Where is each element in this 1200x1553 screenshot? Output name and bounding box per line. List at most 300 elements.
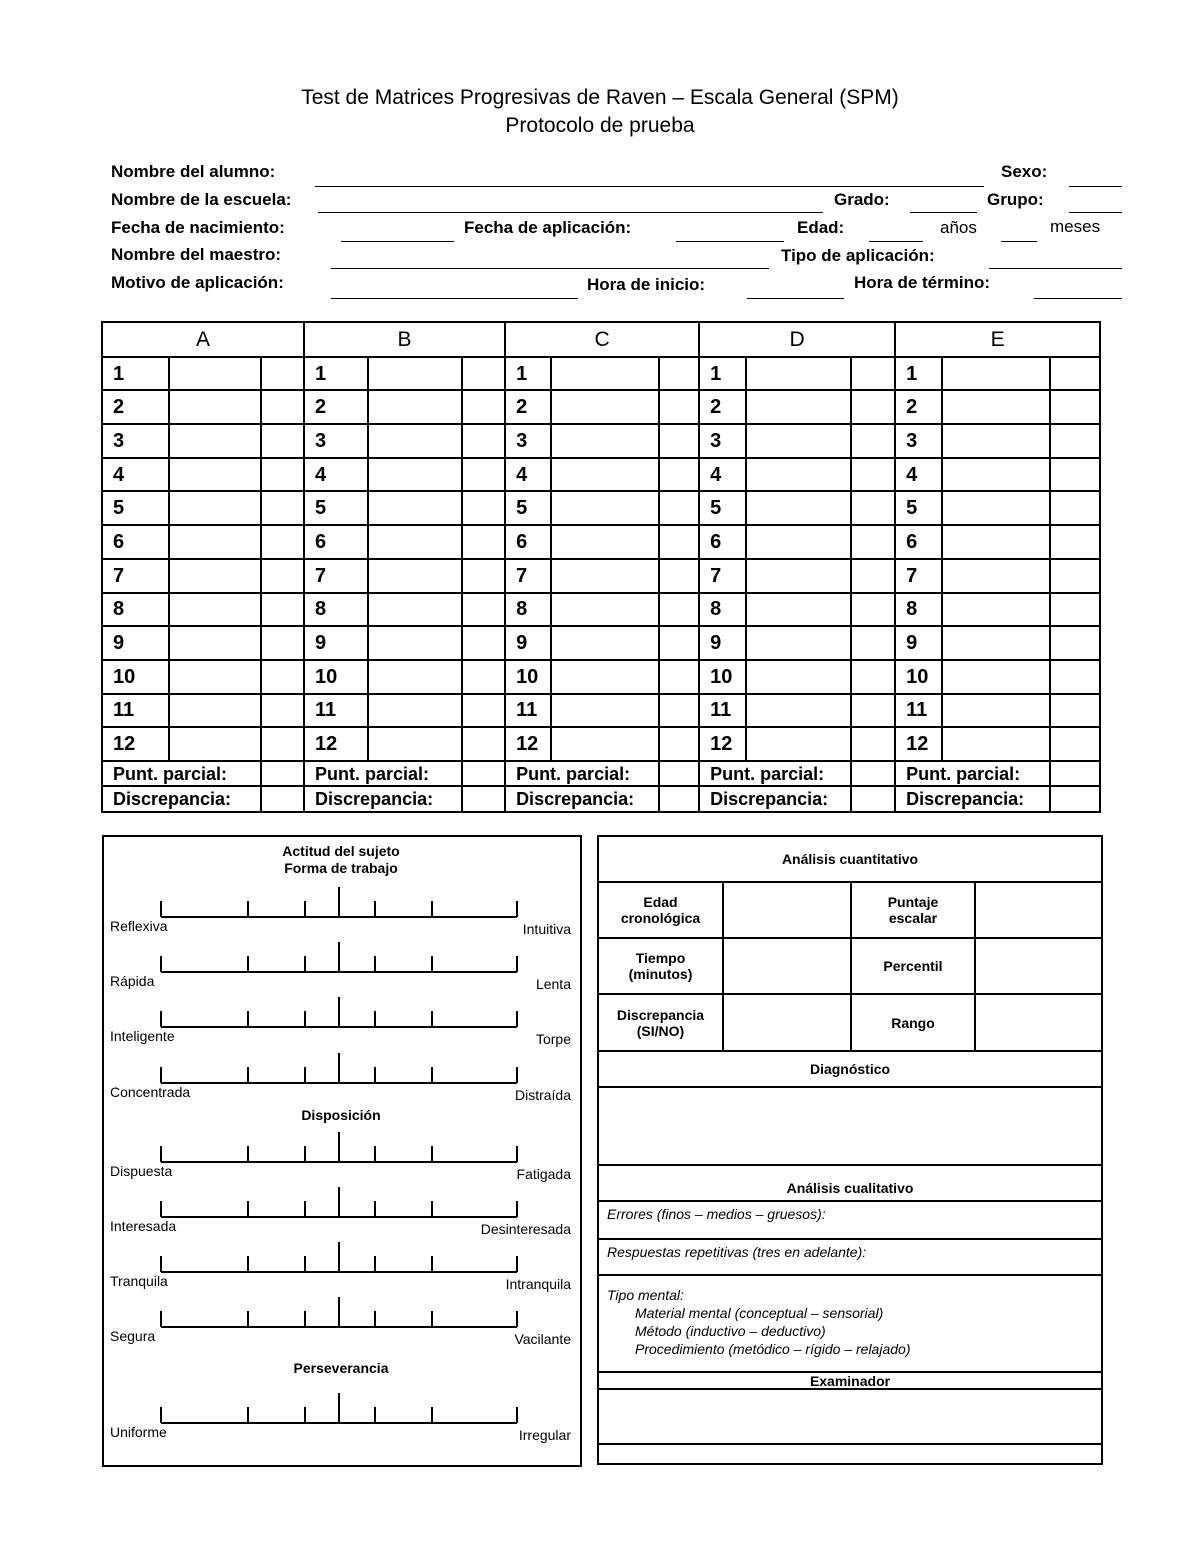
scale-right-label: Vacilante <box>514 1331 571 1347</box>
answer-cell[interactable] <box>169 424 261 458</box>
answer-cell[interactable] <box>368 727 462 761</box>
label-inicio: Hora de inicio: <box>587 275 706 294</box>
scale-right-label: Intuitiva <box>522 921 571 937</box>
item-number: 6 <box>505 525 551 559</box>
item-number: 11 <box>505 694 551 728</box>
discrepancia-value-cell[interactable] <box>261 786 304 812</box>
scale-left-label: Interesada <box>110 1218 177 1234</box>
item-number: 8 <box>895 593 942 627</box>
table-row <box>102 458 1100 492</box>
answer-cell[interactable] <box>551 559 659 593</box>
answer-cell[interactable] <box>169 593 261 627</box>
item-number: 12 <box>505 727 551 761</box>
answer-cell[interactable] <box>169 626 261 660</box>
answer-cell[interactable] <box>746 491 851 525</box>
label-edad: Edad: <box>797 218 845 237</box>
mark-cell[interactable] <box>261 559 304 593</box>
parcial-value-cell[interactable] <box>1050 761 1100 787</box>
item-number: 7 <box>102 559 169 593</box>
answer-cell[interactable] <box>551 357 659 391</box>
label-termino: Hora de término: <box>854 273 991 292</box>
mark-cell[interactable] <box>659 727 699 761</box>
discrepancia-value-cell[interactable] <box>851 786 895 812</box>
tiempo-label: Tiempo (minutos) <box>598 938 723 995</box>
item-number: 4 <box>699 458 746 492</box>
procedimiento: Procedimiento (metódico – rígido – relajado) <box>635 1341 911 1358</box>
scale-right-label: Desinteresada <box>480 1221 571 1237</box>
item-number: 11 <box>895 694 942 728</box>
escuela-field[interactable] <box>318 212 823 213</box>
mark-cell[interactable] <box>851 357 895 391</box>
label-sexo: Sexo: <box>1001 162 1048 181</box>
mark-cell[interactable] <box>851 390 895 424</box>
item-number: 2 <box>895 390 942 424</box>
answer-cell[interactable] <box>169 694 261 728</box>
diagnostico-header: Diagnóstico <box>598 1051 1102 1087</box>
item-number: 6 <box>102 525 169 559</box>
mark-cell[interactable] <box>1050 458 1100 492</box>
scale-left-label: Reflexiva <box>110 918 168 934</box>
cuantitativo-header: Análisis cuantitativo <box>598 836 1102 882</box>
answer-cell[interactable] <box>169 660 261 694</box>
scale-right-label: Intranquila <box>505 1276 571 1292</box>
mark-cell[interactable] <box>659 357 699 391</box>
mark-cell[interactable] <box>261 626 304 660</box>
parcial-value-cell[interactable] <box>462 761 505 787</box>
parcial-value-cell[interactable] <box>261 761 304 787</box>
item-number: 2 <box>699 390 746 424</box>
cualitativo-header: Análisis cualitativo <box>598 1165 1102 1201</box>
item-number: 9 <box>505 626 551 660</box>
scale-left-label: Dispuesta <box>110 1163 173 1179</box>
mark-cell[interactable] <box>462 390 505 424</box>
mark-cell[interactable] <box>659 559 699 593</box>
label-anos: años <box>940 218 977 237</box>
mark-cell[interactable] <box>659 593 699 627</box>
mark-cell[interactable] <box>1050 525 1100 559</box>
answer-cell[interactable] <box>551 390 659 424</box>
answer-cell[interactable] <box>368 694 462 728</box>
answer-cell[interactable] <box>169 390 261 424</box>
answer-cell[interactable] <box>746 727 851 761</box>
item-number: 7 <box>699 559 746 593</box>
scale-left-label: Tranquila <box>110 1273 168 1289</box>
mark-cell[interactable] <box>851 660 895 694</box>
answer-cell[interactable] <box>368 626 462 660</box>
answer-cell[interactable] <box>746 660 851 694</box>
answer-cell[interactable] <box>746 357 851 391</box>
answer-cell[interactable] <box>746 525 851 559</box>
mark-cell[interactable] <box>462 424 505 458</box>
label-aplicacion: Fecha de aplicación: <box>464 218 632 237</box>
scale-left-label: Concentrada <box>110 1084 191 1100</box>
parcial-label: Punt. parcial: <box>102 761 261 787</box>
document-subtitle: Protocolo de prueba <box>505 114 695 137</box>
label-alumno: Nombre del alumno: <box>111 162 276 181</box>
mark-cell[interactable] <box>851 626 895 660</box>
table-row <box>102 525 1100 559</box>
mark-cell[interactable] <box>851 694 895 728</box>
series-header-d: D <box>699 322 895 357</box>
answer-cell[interactable] <box>551 694 659 728</box>
answer-cell[interactable] <box>551 626 659 660</box>
rating-scale[interactable] <box>150 887 530 927</box>
mark-cell[interactable] <box>851 491 895 525</box>
edad-anos-field[interactable] <box>869 241 923 242</box>
edad-meses-field[interactable] <box>1001 241 1037 242</box>
label-grupo: Grupo: <box>987 190 1044 209</box>
rating-scale[interactable] <box>150 1053 530 1093</box>
item-number: 10 <box>895 660 942 694</box>
tipo-field[interactable] <box>989 268 1122 269</box>
parcial-label: Punt. parcial: <box>505 761 659 787</box>
mark-cell[interactable] <box>261 424 304 458</box>
item-number: 1 <box>505 357 551 391</box>
mark-cell[interactable] <box>261 357 304 391</box>
mark-cell[interactable] <box>462 727 505 761</box>
table-row <box>102 357 1100 391</box>
answer-cell[interactable] <box>942 424 1050 458</box>
table-row <box>102 660 1100 694</box>
item-number: 5 <box>505 491 551 525</box>
answer-cell[interactable] <box>746 593 851 627</box>
scale-right-label: Fatigada <box>516 1166 571 1182</box>
item-number: 4 <box>895 458 942 492</box>
answer-cell[interactable] <box>368 458 462 492</box>
parcial-label: Punt. parcial: <box>304 761 462 787</box>
item-number: 11 <box>304 694 368 728</box>
puntaje-label: Puntaje escalar <box>851 882 975 938</box>
item-number: 3 <box>895 424 942 458</box>
item-number: 11 <box>699 694 746 728</box>
series-header-b: B <box>304 322 505 357</box>
answer-cell[interactable] <box>942 458 1050 492</box>
perseverancia-heading: Perseverancia <box>293 1360 389 1376</box>
discrepancia-label: Discrepancia: <box>505 786 659 812</box>
answer-cell[interactable] <box>368 660 462 694</box>
percentil-value-cell[interactable] <box>975 938 1102 995</box>
scale-right-label: Torpe <box>535 1031 571 1047</box>
answer-cell[interactable] <box>551 727 659 761</box>
rango-value-cell[interactable] <box>975 994 1102 1051</box>
table-row <box>102 491 1100 525</box>
answer-cell[interactable] <box>942 593 1050 627</box>
answer-cell[interactable] <box>942 357 1050 391</box>
answer-cell[interactable] <box>368 491 462 525</box>
percentil-label: Percentil <box>851 938 975 995</box>
mark-cell[interactable] <box>851 424 895 458</box>
mark-cell[interactable] <box>1050 559 1100 593</box>
parcial-value-cell[interactable] <box>659 761 699 787</box>
document-title: Test de Matrices Progresivas de Raven – Escala General (SPM) <box>301 86 899 109</box>
sexo-field[interactable] <box>1069 186 1122 187</box>
mark-cell[interactable] <box>462 694 505 728</box>
answer-cell[interactable] <box>368 424 462 458</box>
metodo: Método (inductivo – deductivo) <box>635 1323 826 1340</box>
item-number: 3 <box>304 424 368 458</box>
mark-cell[interactable] <box>462 593 505 627</box>
scale-left-label: Inteligente <box>110 1028 175 1044</box>
motivo-field[interactable] <box>331 298 578 299</box>
mark-cell[interactable] <box>462 458 505 492</box>
item-number: 8 <box>304 593 368 627</box>
answer-cell[interactable] <box>551 593 659 627</box>
scale-left-label: Rápida <box>110 973 155 989</box>
answer-cell[interactable] <box>942 694 1050 728</box>
answer-cell[interactable] <box>169 727 261 761</box>
label-grado: Grado: <box>834 190 890 209</box>
answer-cell[interactable] <box>942 559 1050 593</box>
item-number: 2 <box>102 390 169 424</box>
tiempo-value-cell[interactable] <box>723 938 851 995</box>
item-number: 5 <box>699 491 746 525</box>
item-number: 3 <box>102 424 169 458</box>
discrepancia-value-cell[interactable] <box>723 994 851 1051</box>
mark-cell[interactable] <box>462 357 505 391</box>
answer-cell[interactable] <box>942 491 1050 525</box>
scale-right-label: Irregular <box>518 1427 571 1443</box>
mark-cell[interactable] <box>462 559 505 593</box>
table-row <box>102 559 1100 593</box>
label-meses: meses <box>1050 217 1101 236</box>
item-number: 6 <box>699 525 746 559</box>
item-number: 5 <box>102 491 169 525</box>
scale-right-label: Lenta <box>535 976 571 992</box>
item-number: 9 <box>304 626 368 660</box>
mark-cell[interactable] <box>1050 727 1100 761</box>
rating-scale[interactable] <box>150 1393 530 1433</box>
answer-cell[interactable] <box>169 559 261 593</box>
answer-cell[interactable] <box>746 694 851 728</box>
item-number: 10 <box>304 660 368 694</box>
material-mental: Material mental (conceptual – sensorial) <box>635 1305 884 1322</box>
mark-cell[interactable] <box>261 660 304 694</box>
answer-cell[interactable] <box>551 424 659 458</box>
discrepancia-label: Discrepancia: <box>304 786 462 812</box>
answer-cell[interactable] <box>942 390 1050 424</box>
label-maestro: Nombre del maestro: <box>111 245 282 264</box>
parcial-value-cell[interactable] <box>851 761 895 787</box>
label-tipo: Tipo de aplicación: <box>781 246 935 265</box>
mark-cell[interactable] <box>462 525 505 559</box>
item-number: 9 <box>102 626 169 660</box>
rango-label: Rango <box>851 994 975 1051</box>
mark-cell[interactable] <box>261 593 304 627</box>
item-number: 10 <box>505 660 551 694</box>
mark-cell[interactable] <box>1050 626 1100 660</box>
rating-scale[interactable] <box>150 997 530 1037</box>
series-header-e: E <box>895 322 1100 357</box>
answer-cell[interactable] <box>551 660 659 694</box>
examinador-header: Examinador <box>598 1372 1102 1389</box>
item-number: 4 <box>505 458 551 492</box>
table-row <box>102 626 1100 660</box>
item-number: 2 <box>505 390 551 424</box>
rating-scale[interactable] <box>150 1187 530 1227</box>
scale-right-label: Distraída <box>514 1087 571 1103</box>
answer-cell[interactable] <box>169 525 261 559</box>
label-escuela: Nombre de la escuela: <box>111 190 292 209</box>
answer-cell[interactable] <box>368 559 462 593</box>
answer-cell[interactable] <box>746 626 851 660</box>
series-header-a: A <box>102 322 304 357</box>
score-table <box>101 321 1101 813</box>
puntaje-value-cell[interactable] <box>975 882 1102 938</box>
item-number: 12 <box>699 727 746 761</box>
item-number: 7 <box>505 559 551 593</box>
item-number: 5 <box>304 491 368 525</box>
alumno-field[interactable] <box>315 186 984 187</box>
mark-cell[interactable] <box>1050 357 1100 391</box>
item-number: 3 <box>699 424 746 458</box>
item-number: 2 <box>304 390 368 424</box>
item-number: 7 <box>895 559 942 593</box>
item-number: 4 <box>102 458 169 492</box>
mark-cell[interactable] <box>1050 593 1100 627</box>
item-number: 12 <box>895 727 942 761</box>
edad-value-cell[interactable] <box>723 882 851 938</box>
mark-cell[interactable] <box>261 491 304 525</box>
scale-left-label: Segura <box>110 1328 156 1344</box>
mark-cell[interactable] <box>1050 660 1100 694</box>
disposicion-heading: Disposición <box>301 1107 381 1123</box>
item-number: 6 <box>304 525 368 559</box>
item-number: 3 <box>505 424 551 458</box>
item-number: 12 <box>102 727 169 761</box>
answer-cell[interactable] <box>942 525 1050 559</box>
item-number: 1 <box>699 357 746 391</box>
discrepancia-label: Discrepancia (SI/NO) <box>598 994 723 1051</box>
item-number: 1 <box>304 357 368 391</box>
discrepancia-label: Discrepancia: <box>102 786 261 812</box>
grado-field[interactable] <box>910 212 977 213</box>
parcial-label: Punt. parcial: <box>699 761 851 787</box>
answer-cell[interactable] <box>551 458 659 492</box>
forma-heading: Forma de trabajo <box>284 860 398 876</box>
mark-cell[interactable] <box>1050 491 1100 525</box>
tipo-mental-label: Tipo mental: <box>607 1287 684 1304</box>
answer-cell[interactable] <box>746 424 851 458</box>
discrepancia-value-cell[interactable] <box>659 786 699 812</box>
mark-cell[interactable] <box>261 727 304 761</box>
examinador-footer <box>598 1444 1102 1464</box>
label-motivo: Motivo de aplicación: <box>111 273 284 292</box>
item-number: 10 <box>699 660 746 694</box>
mark-cell[interactable] <box>659 660 699 694</box>
mark-cell[interactable] <box>261 525 304 559</box>
tipo-mental-field[interactable] <box>598 1275 1102 1372</box>
mark-cell[interactable] <box>462 491 505 525</box>
mark-cell[interactable] <box>659 458 699 492</box>
discrepancia-label: Discrepancia: <box>895 786 1050 812</box>
mark-cell[interactable] <box>659 491 699 525</box>
table-row <box>102 424 1100 458</box>
diagnostico-area[interactable] <box>598 1087 1102 1165</box>
answer-cell[interactable] <box>746 458 851 492</box>
item-number: 8 <box>699 593 746 627</box>
discrepancia-label: Discrepancia: <box>699 786 851 812</box>
answer-cell[interactable] <box>368 593 462 627</box>
item-number: 6 <box>895 525 942 559</box>
answer-cell[interactable] <box>368 525 462 559</box>
answer-cell[interactable] <box>746 559 851 593</box>
item-number: 12 <box>304 727 368 761</box>
answer-cell[interactable] <box>169 491 261 525</box>
item-number: 10 <box>102 660 169 694</box>
errores-field[interactable]: Errores (finos – medios – gruesos): <box>598 1201 1102 1238</box>
item-number: 4 <box>304 458 368 492</box>
mark-cell[interactable] <box>851 458 895 492</box>
mark-cell[interactable] <box>1050 424 1100 458</box>
item-number: 9 <box>699 626 746 660</box>
discrepancia-value-cell[interactable] <box>1050 786 1100 812</box>
answer-cell[interactable] <box>942 727 1050 761</box>
mark-cell[interactable] <box>659 390 699 424</box>
mark-cell[interactable] <box>261 458 304 492</box>
answer-cell[interactable] <box>169 458 261 492</box>
label-nacimiento: Fecha de nacimiento: <box>111 218 285 237</box>
mark-cell[interactable] <box>261 390 304 424</box>
actitud-heading: Actitud del sujeto <box>282 843 400 859</box>
answer-cell[interactable] <box>746 390 851 424</box>
mark-cell[interactable] <box>659 525 699 559</box>
mark-cell[interactable] <box>1050 694 1100 728</box>
rating-scale[interactable] <box>150 1297 530 1337</box>
termino-field[interactable] <box>1034 298 1122 299</box>
mark-cell[interactable] <box>261 694 304 728</box>
item-number: 5 <box>895 491 942 525</box>
answer-cell[interactable] <box>368 390 462 424</box>
mark-cell[interactable] <box>851 593 895 627</box>
mark-cell[interactable] <box>851 525 895 559</box>
mark-cell[interactable] <box>659 424 699 458</box>
scale-left-label: Uniforme <box>110 1424 167 1440</box>
mark-cell[interactable] <box>462 660 505 694</box>
nacimiento-field[interactable] <box>341 241 454 242</box>
rating-scale[interactable] <box>150 1242 530 1282</box>
inicio-field[interactable] <box>747 298 844 299</box>
table-row <box>102 593 1100 627</box>
answer-cell[interactable] <box>551 491 659 525</box>
answer-cell[interactable] <box>942 660 1050 694</box>
rating-scale[interactable] <box>150 942 530 982</box>
answer-cell[interactable] <box>942 626 1050 660</box>
answer-cell[interactable] <box>169 357 261 391</box>
item-number: 11 <box>102 694 169 728</box>
rating-scale[interactable] <box>150 1132 530 1172</box>
mark-cell[interactable] <box>851 727 895 761</box>
table-row <box>102 694 1100 728</box>
discrepancia-value-cell[interactable] <box>462 786 505 812</box>
item-number: 8 <box>505 593 551 627</box>
edad-label: Edad cronológica <box>598 882 723 938</box>
mark-cell[interactable] <box>851 559 895 593</box>
mark-cell[interactable] <box>462 626 505 660</box>
maestro-field[interactable] <box>331 268 769 269</box>
parcial-label: Punt. parcial: <box>895 761 1050 787</box>
answer-cell[interactable] <box>551 525 659 559</box>
grupo-field[interactable] <box>1069 212 1122 213</box>
item-number: 7 <box>304 559 368 593</box>
examinador-area[interactable] <box>598 1389 1102 1444</box>
analisis-table <box>597 835 1103 1465</box>
mark-cell[interactable] <box>659 694 699 728</box>
mark-cell[interactable] <box>1050 390 1100 424</box>
mark-cell[interactable] <box>659 626 699 660</box>
repetitivas-field[interactable]: Respuestas repetitivas (tres en adelante): <box>598 1239 1102 1275</box>
answer-cell[interactable] <box>368 357 462 391</box>
aplicacion-field[interactable] <box>676 241 784 242</box>
